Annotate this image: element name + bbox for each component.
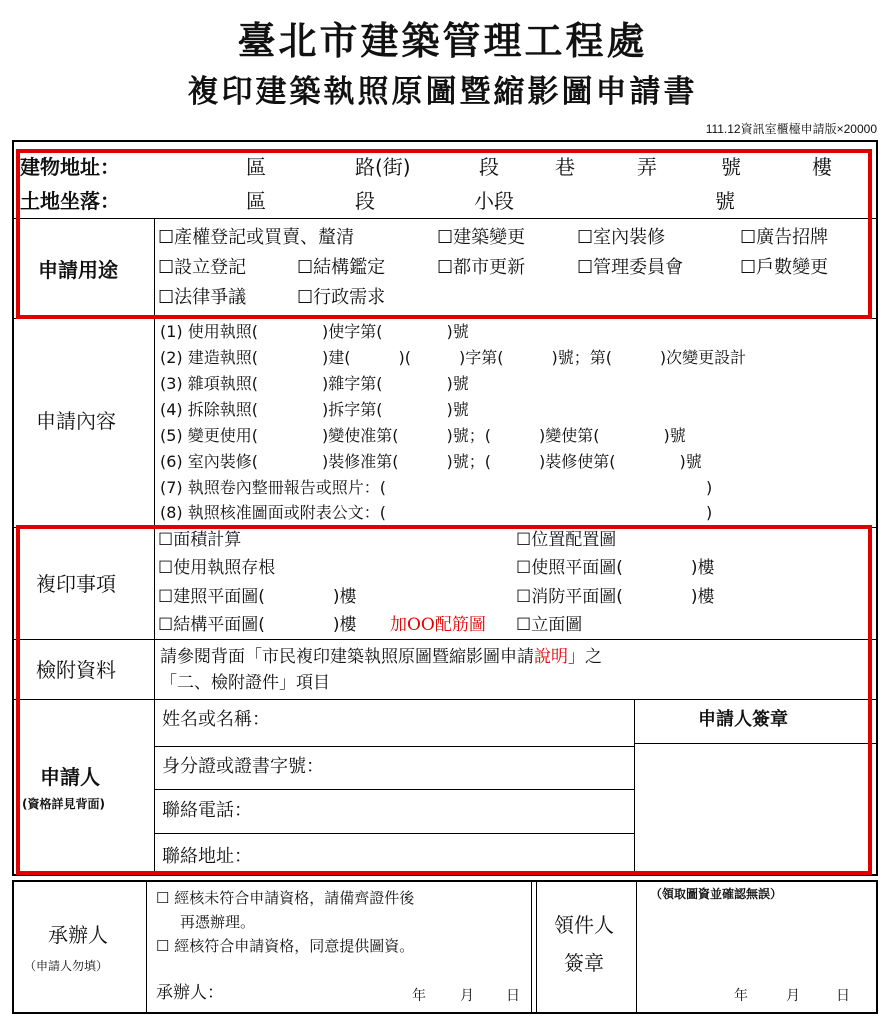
handler-option-text: 再憑辦理。 <box>180 913 256 931</box>
form-version: 111.12資訊室櫃檯申請版×20000 <box>705 122 877 136</box>
handler-note: （申請人勿填） <box>24 959 109 973</box>
purpose-checkbox[interactable]: ☐管理委員會 <box>577 257 684 278</box>
applicant-label: 申請人 <box>40 765 100 789</box>
applicant-seal-label: 申請人簽章 <box>698 709 788 730</box>
receiver-label: 領件人 <box>554 913 614 937</box>
copy-item-checkbox[interactable]: ☐面積計算 <box>158 530 242 550</box>
handler-option-checkbox[interactable]: ☐ 經核符合申請資格，同意提供圖資。 <box>156 937 415 955</box>
purpose-checkbox[interactable]: ☐廣告招牌 <box>740 227 829 248</box>
divider <box>14 639 876 640</box>
divider <box>154 833 634 834</box>
divider <box>531 882 532 1012</box>
handler-date-day: 日 <box>506 988 520 1004</box>
divider <box>154 789 634 790</box>
handler-option-checkbox[interactable]: ☐ 經核未符合申請資格，請備齊證件後 <box>156 889 415 907</box>
name-field[interactable]: 姓名或名稱： <box>162 709 270 730</box>
land-unit: 號 <box>715 189 735 213</box>
divider <box>636 882 637 1012</box>
receiver-signature-area[interactable] <box>638 910 876 986</box>
building-unit: 樓 <box>812 155 832 179</box>
content-line[interactable]: (1) 使用執照( )使字第( )號 <box>160 322 469 341</box>
applicant-seal-area[interactable] <box>636 745 874 873</box>
purpose-checkbox[interactable]: ☐室內裝修 <box>577 227 666 248</box>
building-unit: 段 <box>479 155 499 179</box>
divider <box>154 746 634 747</box>
building-unit: 區 <box>246 155 266 179</box>
purpose-checkbox[interactable]: ☐都市更新 <box>437 257 526 278</box>
purpose-label: 申請用途 <box>38 258 118 282</box>
receiver-label-line2: 簽章 <box>564 951 604 975</box>
application-form <box>12 140 878 876</box>
content-line[interactable]: (5) 變更使用( )變使准第( )號；( )變使第( )號 <box>160 426 686 445</box>
divider <box>14 318 876 319</box>
content-line[interactable]: (2) 建造執照( )建( )( )字第( )號；第( )次變更設計 <box>160 348 747 367</box>
attachments-label: 檢附資料 <box>36 658 116 682</box>
applicant-note: (資格詳見背面) <box>22 797 105 811</box>
handwritten-annotation: 加OO配筋圖 <box>390 615 486 635</box>
divider <box>536 882 537 1012</box>
phone-field[interactable]: 聯絡電話： <box>162 800 252 821</box>
building-unit: 巷 <box>555 155 575 179</box>
content-line[interactable]: (3) 雜項執照( )雜字第( )號 <box>160 374 469 393</box>
attachments-note-line2: 「二、檢附證件」項目 <box>160 673 330 693</box>
handler-date-month: 月 <box>460 988 474 1004</box>
copy-items-label: 複印事項 <box>36 572 116 596</box>
land-location-label: 土地坐落： <box>20 189 120 213</box>
copy-item-checkbox[interactable]: ☐位置配置圖 <box>516 530 617 550</box>
attachments-note: 請參閱背面「市民複印建築執照原圖暨縮影圖申請說明」之 <box>160 647 602 667</box>
divider <box>154 218 155 874</box>
id-number-field[interactable]: 身分證或證書字號： <box>162 756 324 777</box>
land-unit: 區 <box>246 189 266 213</box>
receiver-date-year: 年 <box>734 988 748 1004</box>
purpose-checkbox[interactable]: ☐法律爭議 <box>158 287 247 308</box>
copy-item-checkbox[interactable]: ☐使照平面圖( )樓 <box>516 558 715 578</box>
land-unit: 小段 <box>474 189 514 213</box>
divider <box>634 699 635 874</box>
content-line[interactable]: (7) 執照卷內整冊報告或照片：( ) <box>160 478 713 497</box>
content-line[interactable]: (4) 拆除執照( )拆字第( )號 <box>160 400 469 419</box>
purpose-checkbox[interactable]: ☐行政需求 <box>297 287 386 308</box>
building-unit: 弄 <box>637 155 657 179</box>
handler-label: 承辦人 <box>48 923 108 947</box>
land-unit: 段 <box>355 189 375 213</box>
divider <box>146 882 147 1012</box>
divider <box>14 527 876 528</box>
purpose-checkbox[interactable]: ☐設立登記 <box>158 257 247 278</box>
processing-section <box>12 880 878 1014</box>
receiver-date-month: 月 <box>786 988 800 1004</box>
copy-item-checkbox[interactable]: ☐消防平面圖( )樓 <box>516 587 715 607</box>
receiver-date-day: 日 <box>836 988 850 1004</box>
building-address-label: 建物地址： <box>20 155 120 179</box>
receiver-note: （領取圖資並確認無誤） <box>650 887 783 901</box>
divider <box>14 699 876 700</box>
content-line[interactable]: (6) 室內裝修( )裝修准第( )號；( )裝修使第( )號 <box>160 452 702 471</box>
form-subtitle: 複印建築執照原圖暨縮影圖申請書 <box>187 74 698 110</box>
purpose-checkbox[interactable]: ☐戶數變更 <box>740 257 829 278</box>
copy-item-checkbox[interactable]: ☐結構平面圖( )樓 <box>158 615 357 635</box>
content-line[interactable]: (8) 執照核准圖面或附表公文：( ) <box>160 503 713 522</box>
divider <box>634 743 876 744</box>
divider <box>14 218 876 219</box>
handler-date-year: 年 <box>412 988 426 1004</box>
building-unit: 路(街) <box>355 155 411 179</box>
handler-sign-label[interactable]: 承辦人： <box>156 983 224 1003</box>
purpose-checkbox[interactable]: ☐產權登記或買賣、釐清 <box>158 227 355 248</box>
copy-item-checkbox[interactable]: ☐使用執照存根 <box>158 558 276 578</box>
content-label: 申請內容 <box>36 409 116 433</box>
copy-item-checkbox[interactable]: ☐建照平面圖( )樓 <box>158 587 357 607</box>
address-field[interactable]: 聯絡地址： <box>162 846 252 867</box>
copy-item-checkbox[interactable]: ☐立面圖 <box>516 615 583 635</box>
building-unit: 號 <box>721 155 741 179</box>
purpose-checkbox[interactable]: ☐建築變更 <box>437 227 526 248</box>
page-title: 臺北市建築管理工程處 <box>237 18 648 63</box>
purpose-checkbox[interactable]: ☐結構鑑定 <box>297 257 386 278</box>
